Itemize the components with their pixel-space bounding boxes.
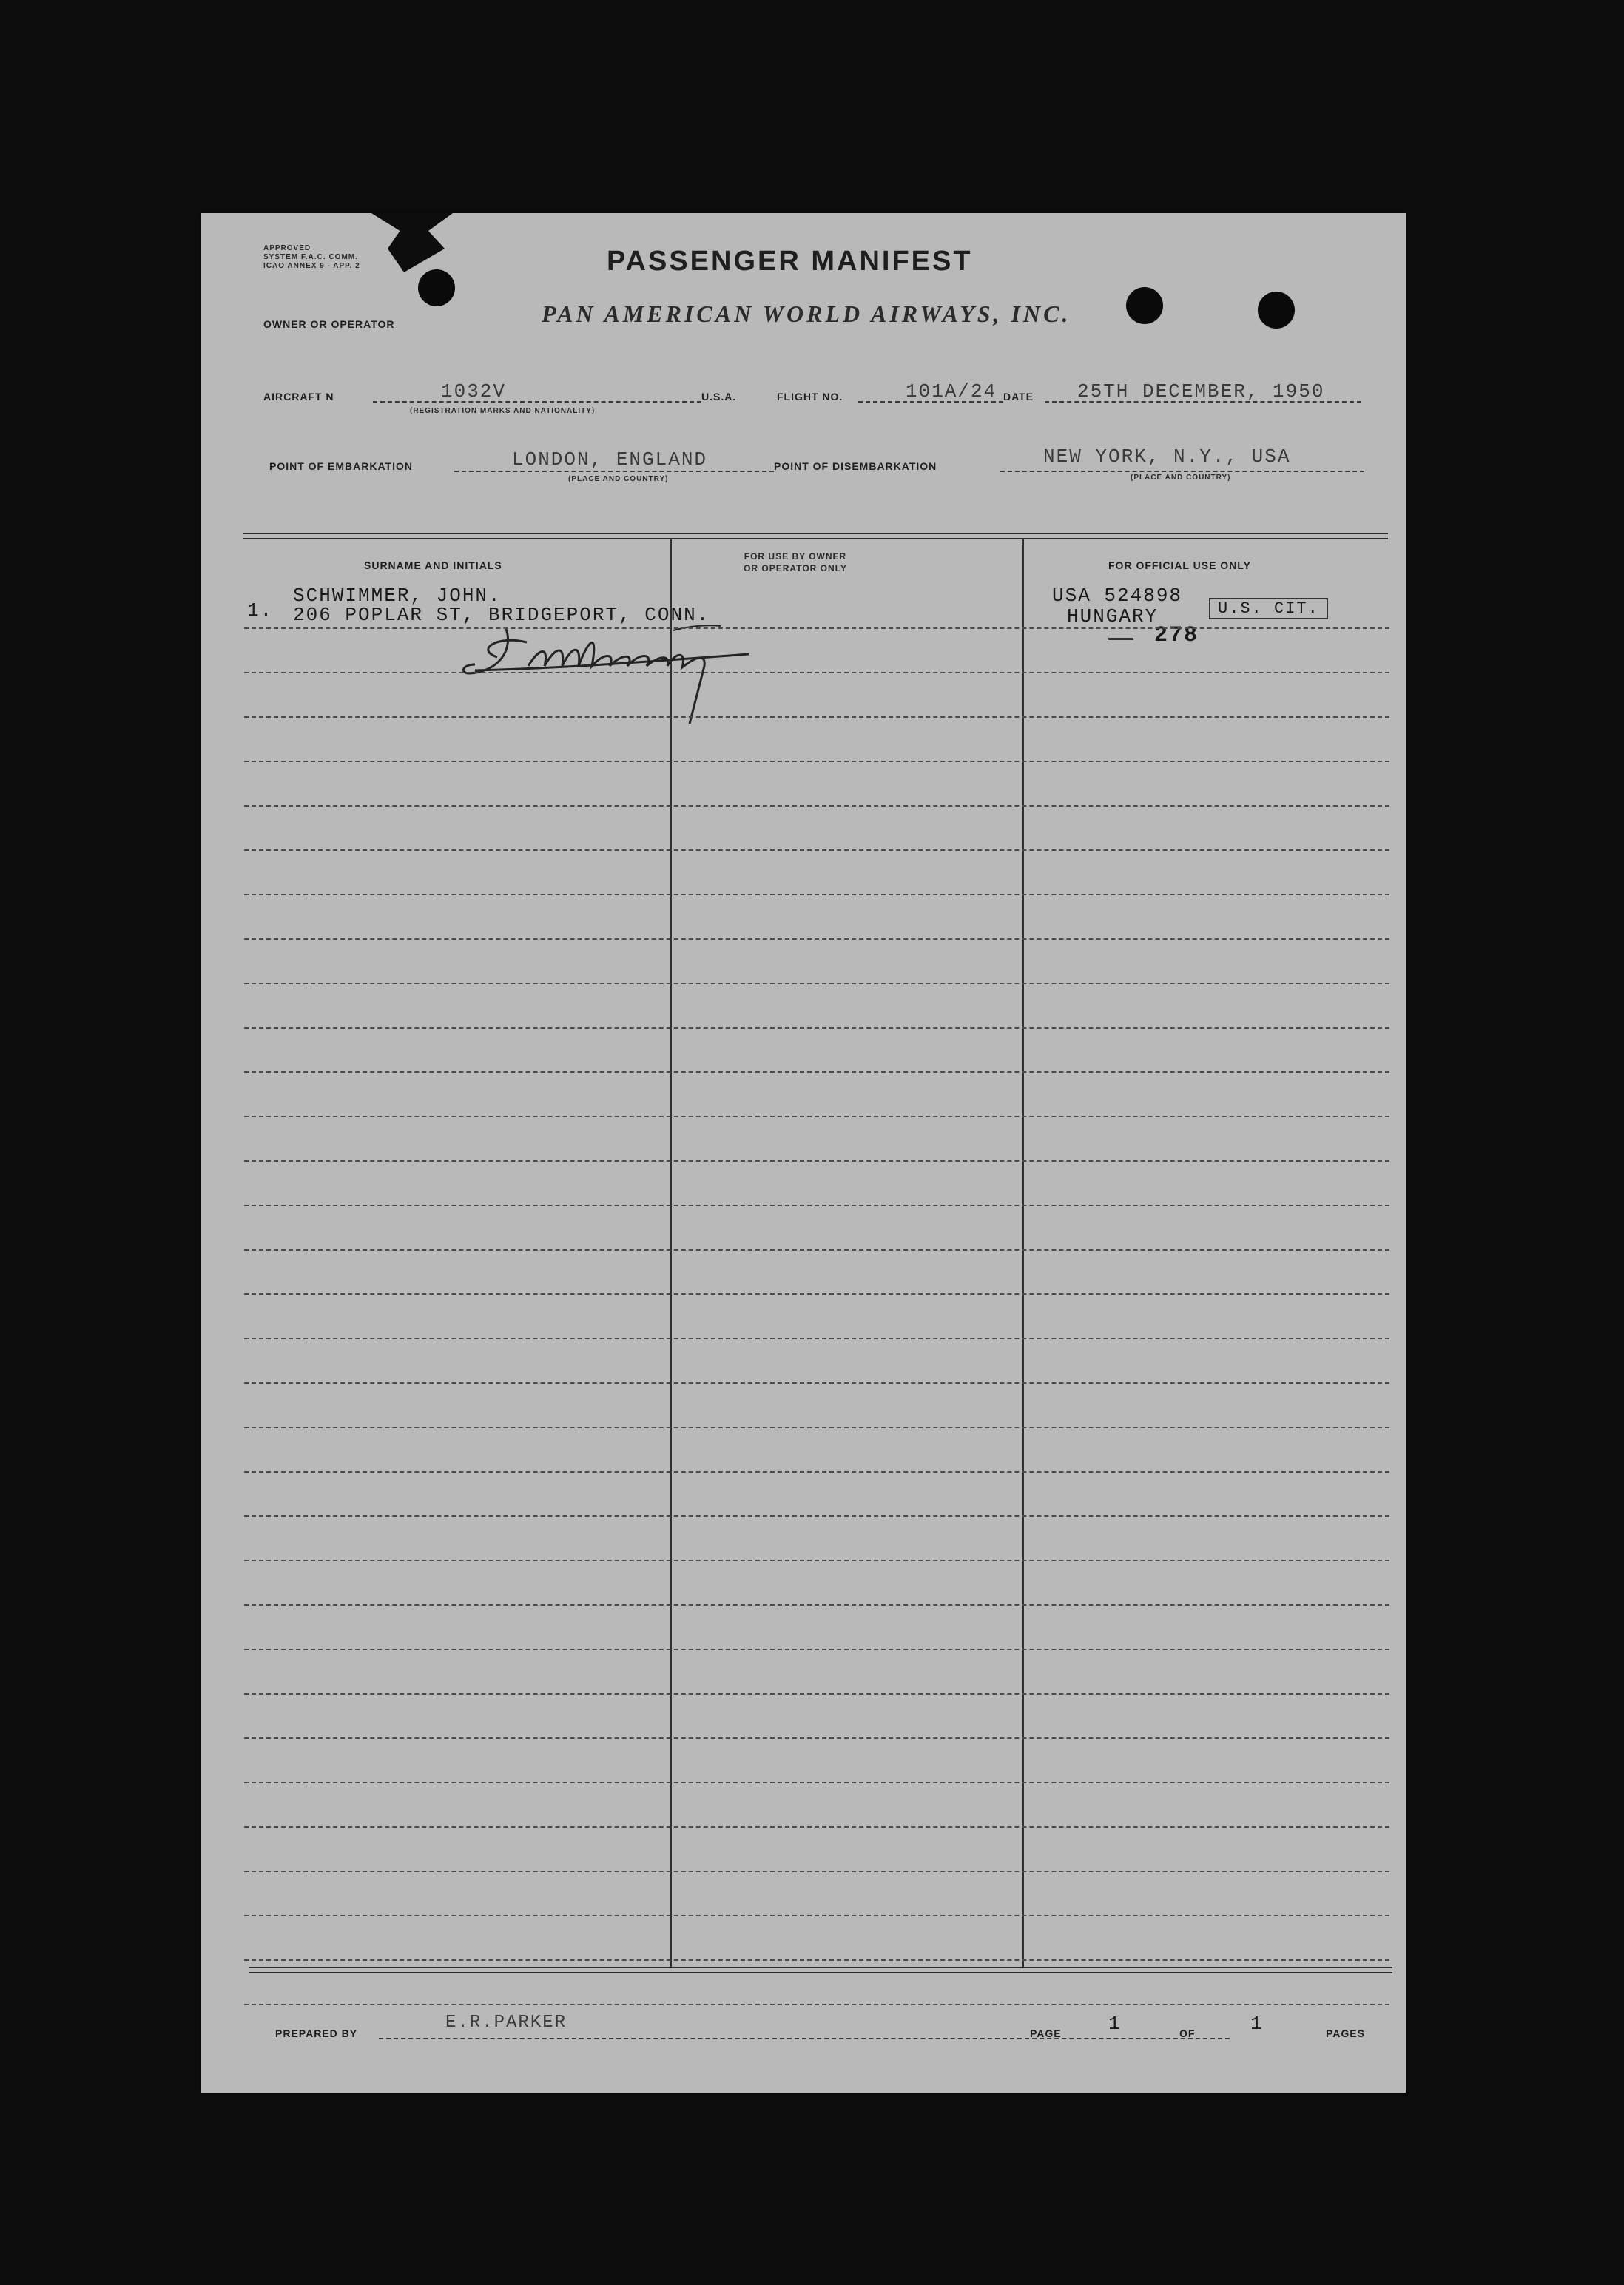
table-row-rule <box>244 1560 1389 1561</box>
embark-label: POINT OF EMBARKATION <box>269 460 413 472</box>
of-value: 1 <box>1250 2013 1264 2035</box>
table-row-rule <box>244 1649 1389 1650</box>
column-divider <box>1022 539 1024 1968</box>
torn-corner <box>371 213 453 272</box>
flight-value: 101A/24 <box>906 380 997 403</box>
disembark-caption: (PLACE AND COUNTRY) <box>1131 474 1231 482</box>
table-row-rule <box>244 1604 1389 1606</box>
owner-use-line: FOR USE BY OWNER <box>744 551 847 562</box>
table-row-rule <box>244 1382 1389 1384</box>
date-label: DATE <box>1003 391 1034 403</box>
embark-underline <box>454 471 774 472</box>
table-row-rule <box>244 1071 1389 1073</box>
footer-underline <box>379 2038 1230 2039</box>
flight-label: FLIGHT NO. <box>777 391 843 403</box>
approval-block <box>263 244 360 271</box>
approval-line: ICAO ANNEX 9 - APP. 2 <box>263 262 360 270</box>
table-top-rule <box>243 533 1388 539</box>
table-row-rule <box>244 1693 1389 1695</box>
table-row-rule <box>244 672 1389 673</box>
dash-mark <box>1108 638 1133 640</box>
citizenship-stamp: U.S. CIT. <box>1209 598 1328 619</box>
table-row-rule <box>244 1959 1389 1961</box>
of-label: OF <box>1179 2027 1196 2039</box>
table-row-rule <box>244 1782 1389 1783</box>
table-row-rule <box>244 1471 1389 1473</box>
table-row-rule <box>244 1338 1389 1339</box>
table-row-rule <box>244 805 1389 807</box>
table-row-rule <box>244 983 1389 984</box>
disembark-value: NEW YORK, N.Y., USA <box>1043 445 1291 468</box>
owner-use-line: OR OPERATOR ONLY <box>744 563 847 573</box>
table-row-rule <box>244 1737 1389 1739</box>
table-row-rule <box>244 1915 1389 1916</box>
handwritten-signature <box>445 583 756 746</box>
approval-line: APPROVED <box>263 244 311 252</box>
table-row-rule <box>244 1293 1389 1295</box>
official-entry-country: HUNGARY <box>1067 605 1159 627</box>
table-row-rule <box>244 1205 1389 1206</box>
aircraft-value: 1032V <box>441 380 507 403</box>
table-row-rule <box>244 1515 1389 1517</box>
punch-hole <box>1258 292 1295 329</box>
table-row-rule <box>244 1826 1389 1828</box>
passenger-address: 206 POPLAR ST, BRIDGEPORT, CONN. <box>293 604 710 626</box>
table-row-rule <box>244 716 1389 718</box>
table-row-rule <box>244 2004 1389 2005</box>
prepared-label: PREPARED BY <box>275 2027 358 2039</box>
column-header-owner-use <box>695 551 895 574</box>
disembark-label: POINT OF DISEMBARKATION <box>774 460 937 472</box>
column-header-official: FOR OFFICIAL USE ONLY <box>1108 559 1251 571</box>
table-row-rule <box>244 627 1389 629</box>
page-label: PAGE <box>1030 2027 1062 2039</box>
manifest-page <box>201 213 1406 2093</box>
table-row-rule <box>244 1027 1389 1029</box>
table-row-rule <box>244 1160 1389 1162</box>
column-header-surname: SURNAME AND INITIALS <box>364 559 502 571</box>
table-row-rule <box>244 938 1389 940</box>
table-row-rule <box>244 1871 1389 1872</box>
page-value: 1 <box>1108 2013 1122 2035</box>
table-row-rule <box>244 1116 1389 1117</box>
table-row-rule <box>244 894 1389 895</box>
prepared-value: E.R.PARKER <box>445 2013 567 2033</box>
table-row-rule <box>244 1249 1389 1251</box>
page-title: PASSENGER MANIFEST <box>607 246 973 277</box>
passenger-name: SCHWIMMER, JOHN. <box>293 585 502 607</box>
official-entry-passport: USA 524898 <box>1052 585 1183 607</box>
table-bottom-rule <box>249 1967 1392 1973</box>
airline-name: PAN AMERICAN WORLD AIRWAYS, INC. <box>542 300 1071 327</box>
disembark-underline <box>1000 471 1364 472</box>
punch-hole <box>1126 287 1163 324</box>
punch-hole <box>418 269 455 306</box>
passenger-number: 1. <box>247 599 274 622</box>
date-value: 25TH DECEMBER, 1950 <box>1077 380 1325 403</box>
owner-label: OWNER OR OPERATOR <box>263 318 395 330</box>
registration-caption: (REGISTRATION MARKS AND NATIONALITY) <box>410 407 596 415</box>
table-row-rule <box>244 1427 1389 1428</box>
pages-label: PAGES <box>1326 2027 1365 2039</box>
official-entry-number: 278 <box>1154 623 1199 648</box>
column-divider <box>670 539 672 1968</box>
aircraft-label: AIRCRAFT N <box>263 391 334 403</box>
approval-line: SYSTEM F.A.C. COMM. <box>263 253 358 261</box>
table-row-rule <box>244 761 1389 762</box>
embark-value: LONDON, ENGLAND <box>512 448 708 471</box>
aircraft-underline <box>373 401 701 403</box>
embark-caption: (PLACE AND COUNTRY) <box>568 475 669 483</box>
usa-label: U.S.A. <box>701 391 737 403</box>
table-row-rule <box>244 849 1389 851</box>
